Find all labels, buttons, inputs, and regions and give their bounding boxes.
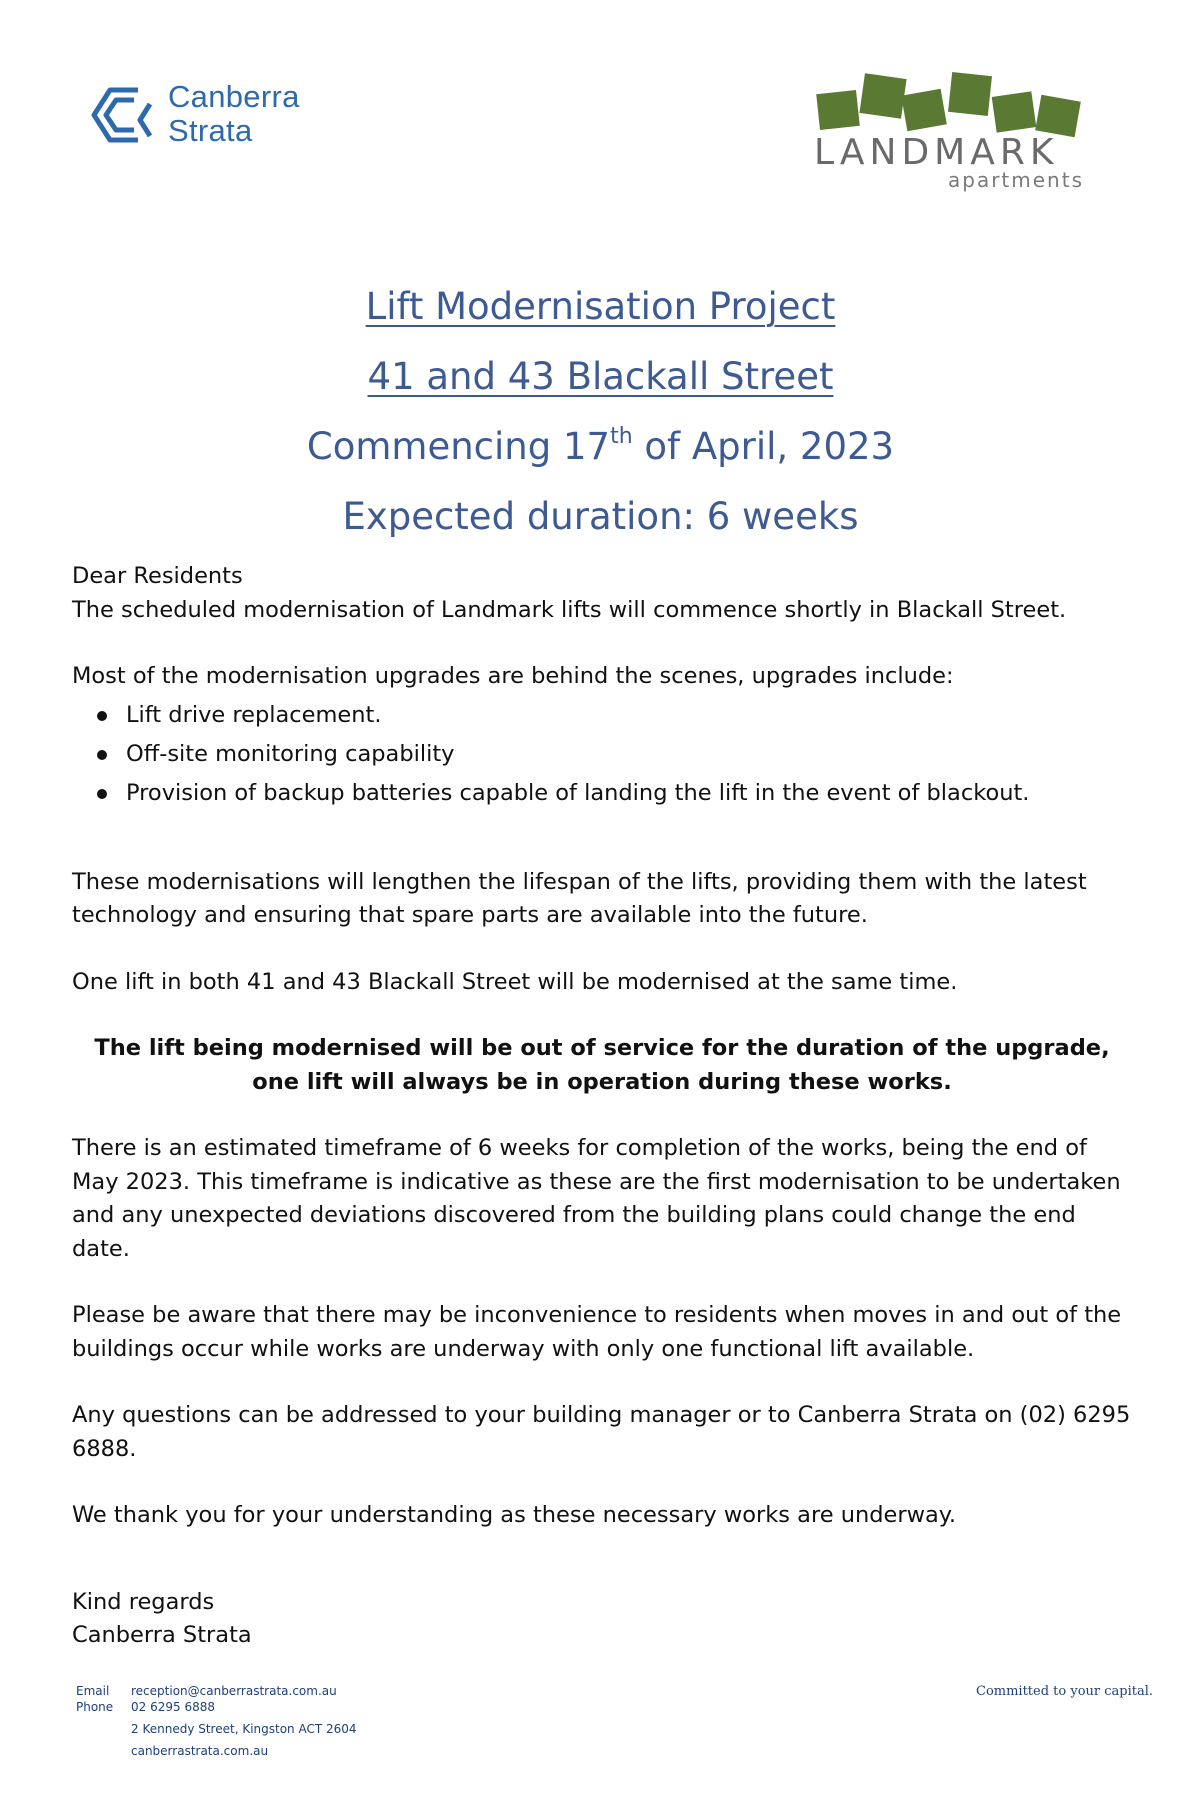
- inconvenience-paragraph: Please be aware that there may be inconvenience to residents when moves in and out of the buildings occur while works are underway with only one functional lift available.: [72, 1302, 1122, 1362]
- phone-number: 02 6295 6888: [131, 1700, 215, 1714]
- signature: Canberra Strata: [72, 1622, 252, 1648]
- intro-paragraph: The scheduled modernisation of Landmark lifts will commence shortly in Blackall Street.: [72, 596, 1067, 623]
- closing: Kind regards: [72, 1588, 215, 1615]
- service-notice: The lift being modernised will be out of service for the duration of the upgrade, one lift will always be in operation during these works.: [94, 1035, 1110, 1095]
- landmark-logo: [812, 68, 1092, 190]
- list-item: Lift drive replacement.: [94, 696, 1132, 735]
- lifespan-paragraph: These modernisations will lengthen the lifespan of the lifts, providing them with the latest technology and ensuring that spare parts are available into the future.: [72, 868, 1087, 928]
- footer-contact: [76, 1683, 357, 1759]
- landmark-logo-sub: apartments: [948, 168, 1084, 192]
- upgrades-intro: Most of the modernisation upgrades are behind the scenes, upgrades include:: [72, 663, 954, 689]
- upgrades-list: [72, 696, 1132, 813]
- timeframe-paragraph: There is an estimated timeframe of 6 weeks for completion of the works, being the end of May 2023. This timeframe is indicative as these are the first modernisation to be undertaken and any unexpected deviations discovered from the building plans could change the end date.: [72, 1135, 1121, 1262]
- questions-paragraph: Any questions can be addressed to your building manager or to Canberra Strata on (02) 6295 6888.: [72, 1402, 1131, 1462]
- heading-address: 41 and 43 Blackall Street: [367, 355, 834, 398]
- landmark-logo-squares: [812, 68, 1092, 138]
- phone-label: Phone: [76, 1700, 114, 1714]
- address: 2 Kennedy Street, Kingston ACT 2604: [131, 1722, 357, 1736]
- email-label: Email: [76, 1684, 110, 1698]
- canberra-strata-logo-icon: [88, 82, 158, 148]
- canberra-strata-logo: [88, 78, 328, 150]
- heading-commencing: Commencing 17th of April, 2023: [306, 424, 895, 468]
- landmark-logo-word: LANDMARK: [814, 132, 1059, 173]
- email-link[interactable]: reception@canberrastrata.com.au: [131, 1684, 337, 1698]
- heading-block: [0, 272, 1201, 552]
- list-item: Off-site monitoring capability: [94, 735, 1132, 774]
- canberra-strata-logo-line2: Strata: [168, 113, 253, 148]
- website-link[interactable]: canberrastrata.com.au: [131, 1744, 269, 1758]
- salutation: Dear Residents: [72, 563, 243, 589]
- canberra-strata-logo-line1: Canberra: [168, 79, 300, 114]
- tagline: Committed to your capital.: [976, 1684, 1154, 1699]
- heading-duration: Expected duration: 6 weeks: [342, 495, 859, 538]
- list-item: Provision of backup batteries capable of landing the lift in the event of blackout.: [94, 774, 1132, 813]
- one-lift-paragraph: One lift in both 41 and 43 Blackall Street will be modernised at the same time.: [72, 968, 958, 995]
- heading-project: Lift Modernisation Project: [365, 285, 836, 328]
- letter-body: [72, 560, 1132, 1653]
- thanks-paragraph: We thank you for your understanding as these necessary works are underway.: [72, 1502, 957, 1528]
